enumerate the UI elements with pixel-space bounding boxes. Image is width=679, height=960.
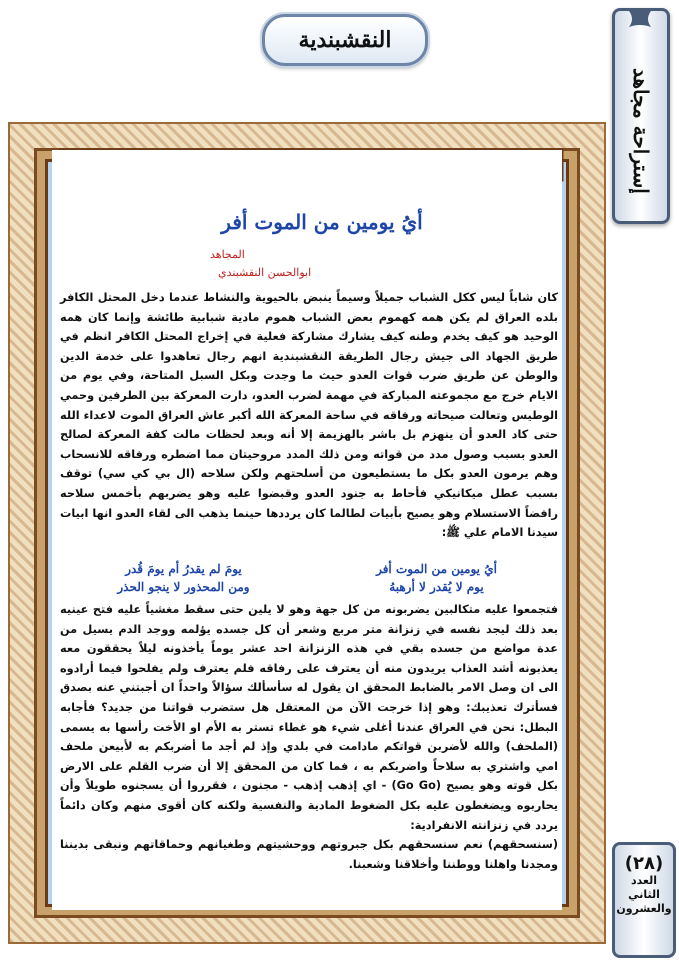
verse-hemistich: يوم لا يُقدر لا أرهبهُ [389,580,484,594]
verse-hemistich: يومَ لم يقدرُ أم يومَ قُدر [125,562,242,576]
author-label: المجاهد [210,248,245,261]
verse-row [80,562,540,580]
issue-label-3: والعشرون [616,902,672,915]
article-body-part2 [60,600,558,880]
verse-hemistich: أيُ يومين من الموت أفر [376,562,497,576]
article-title: أيُ يومين من الموت أفر [221,210,423,234]
bolt-icon [625,7,655,43]
issue-number: (٢٨) [624,853,664,874]
issue-label-2: الثاني [628,888,660,901]
section-title-badge [262,14,428,66]
author-name: ابوالحسن النقشبندي [218,266,312,279]
section-title: النقشبندية [298,27,392,53]
article-body-part1 [60,288,558,558]
paragraph: فتجمعوا عليه متكالبين يضربونه من كل جهة وهو لا يلين حتى سقط مغشياً عليه فتح عينيه بعد ذلك ليجد نفسه في زنزانة متر مربع وشعر أن كل جسده يؤلمه ووجد الدم يسيل من عدة مواضع من جسده بقي في هذه الزنزانة احد عشر يوماً يأخذونه ليلاً يحققون معه يعذبونه أشد العذاب يريدون منه أن يعترف على رفاقه فلم يعترف ولم يفلحوا فيما أرادوه الى ان وصل الامر بالضابط المحقق ان يقول له سأسألك سؤالاً واحداً ان أجبتني عنه بصدق فسأترك تعذيبك: وهو إذا خرجت الآن من المعتقل هل ستضرب قواتنا من جديد؟ فأجابه البطل: نحن في العراق عندنا أغلى شيء هو غطاء تستر به الأم او الأخت رأسها به يسمى (الملحف) والله لأضربن قواتكم مادامت في بلدي وإذ لم أجد ما أضربكم به لأبيعن ملحف امي واشتري به سلاحاً واضربكم به ، فما كان من المحقق إلا أن ضرب القلم على الارض بكل قوته وهو يصيح (Go Go) - اي إذهب إذهب - مجنون ، فقرروا أن يسجنوه طويلاً وأن يحاربوه ويضغطون عليه بكل الضغوط المادية والنفسية ولكنه كان أقوى منهم وكان دائماً يردد في زنزانته الانفرادية: [60,603,558,832]
verse-row [80,580,540,598]
paragraph: (سنسحقهم) نعم سنسحقهم بكل جبروتهم ووحشيتهم وطغيانهم وحماقاتهم ونبقى بديننا ومجدنا واهلنا ووطننا وأخلاقنا وشعبنا. [60,838,558,871]
side-banner [612,8,670,224]
issue-number-box [612,842,676,958]
side-banner-label: إستراحة مجاهد [629,68,653,194]
verse-hemistich: ومن المحذور لا ينجو الحذر [117,580,250,594]
issue-label-1: العدد [630,874,658,887]
paragraph: كان شاباً ليس ككل الشباب جميلاً وسيماً ينبض بالحيوية والنشاط عندما دخل المحتل الكافر بلده العراق لم يكن همه كهموم بعض الشباب هموم مادية شبابية طائشة وإنما كان همه الوحيد هو كيف يخدم وطنه كيف يشارك مشاركة فعلية في إخراج المحتل الكافر انظم في طريق الجهاد الى جيش رجال الطريقة النقشبندية انهم رجال تعاهدوا على خدمة الدين والوطن عن طريق ضرب قوات العدو حيث ما وجدت وبكل السبل المتاحة، وفي يوم من الايام خرج مع مجموعته المباركة في مهمة لضرب العدو، دارت المعركة بين الطرفين وحمي الوطيس وتعالت صيحاته ورفاقه في ساحة المعركة الله أكبر عاش العراق الموت لاعداء الله حتى كاد العدو أن ينهزم بل باشر بالهزيمة إلا أنه وبعد لحظات مالت كفة المعركة لصالح العدو بسبب وصول مدد من قواته ومن ذلك المدد مروحيتان مما اضطره ورفاقه للانسحاب وهم يرمون العدو بكل ما يستطيعون من أسلحتهم ولكن سلاحه (ال بي كي سي) توقف بسبب عطل ميكانيكي فأحاط به جنود العدو وقبضوا عليه وهو يضربهم بأخمس سلاحه رافضاً الاستسلام وهو يصيح بأبيات لطالما كان يرددها حينما يذهب الى لقاء العدو انها ابيات سيدنا الامام علي ﷺ: [60,291,558,540]
poem-verses [80,562,540,598]
